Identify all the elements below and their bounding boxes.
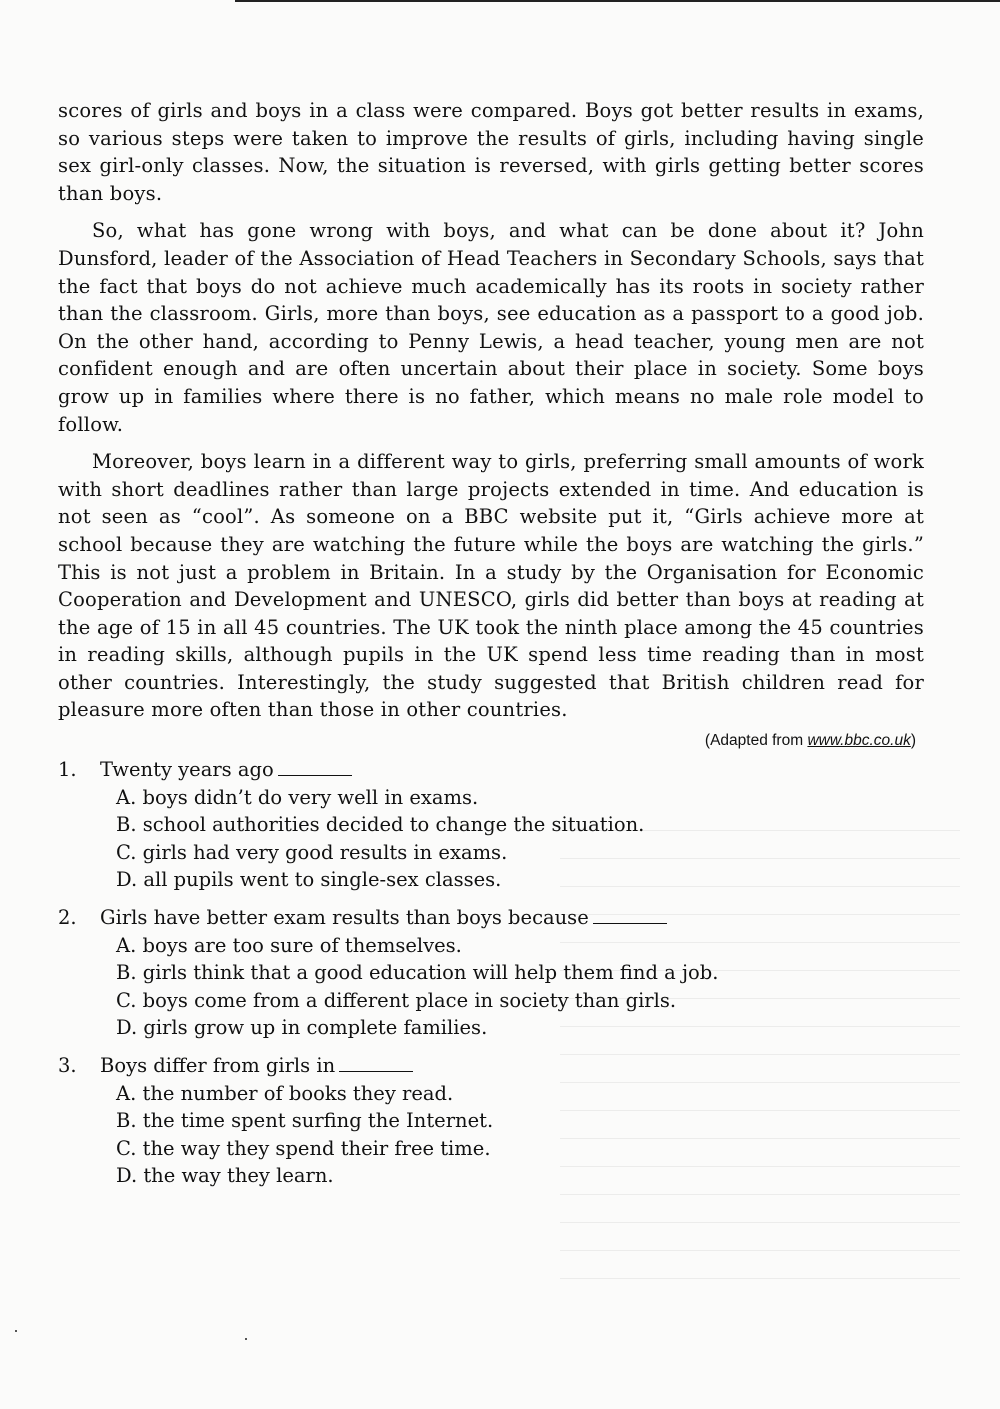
passage-paragraph-1: scores of girls and boys in a class were compared. Boys got better results in exams, so various steps were taken to improve the results of girls, including having single sex girl-only classes. Now, the situation is reversed, with girls getting better scores than boys.: [58, 99, 924, 205]
question-stem: [58, 1052, 924, 1080]
source-suffix: ): [910, 732, 916, 750]
source-prefix: (Adapted from: [704, 732, 808, 750]
answer-blank: [593, 907, 667, 924]
top-rule: [235, 0, 1000, 2]
question-text: Girls have better exam results than boys because: [100, 906, 589, 930]
answer-blank: [339, 1055, 413, 1072]
options-list: [58, 1080, 924, 1190]
passage-paragraph-2: So, what has gone wrong with boys, and what can be done about it? John Dunsford, leader of the Association of Head Teachers in Secondary Schools, says that the fact that boys do not achieve much academically has its roots in society rather than the classroom. Girls, more than boys, see education as a passport to a good job. On the other hand, according to Penny Lewis, a head teacher, young men are not confident enough and are often uncertain about their place in society. Some boys grow up in families where there is no father, which means no male role model to follow.: [58, 219, 924, 436]
option-b: B. school authorities decided to change the situation.: [116, 813, 645, 837]
question-number: 2.: [58, 906, 77, 930]
question-2: [58, 904, 924, 1042]
scan-speck: [245, 1338, 247, 1340]
reading-passage: [58, 97, 924, 752]
option-a: A. boys are too sure of themselves.: [116, 933, 462, 957]
option-d: D. all pupils went to single-sex classes.: [116, 868, 502, 892]
option-c: C. boys come from a different place in society than girls.: [116, 988, 677, 1012]
options-list: [58, 932, 924, 1042]
answer-blank: [278, 759, 352, 776]
options-list: [58, 784, 924, 894]
question-stem: [58, 756, 924, 784]
option-c: C. the way they spend their free time.: [116, 1136, 491, 1160]
option-c: C. girls had very good results in exams.: [116, 840, 508, 864]
passage-paragraph-3: Moreover, boys learn in a different way to girls, preferring small amounts of work with short deadlines rather than large projects extended in time. And education is not seen as “cool”. As someone on a BBC website put it, “Girls achieve more at school because they are watching the future while the boys are watching the girls.” This is not just a problem in Britain. In a study by the Organisation for Economic Cooperation and Development and UNESCO, girls did better than boys at reading at the age of 15 in all 45 countries. The UK took the ninth place among the 45 countries in reading skills, although pupils in the UK spend less time reading than in most other countries. Interestingly, the study suggested that British children read for pleasure more often than those in other countries.: [58, 450, 924, 722]
question-3: [58, 1052, 924, 1190]
option-b: B. the time spent surfing the Internet.: [116, 1109, 494, 1133]
question-number: 3.: [58, 1054, 77, 1077]
question-1: [58, 756, 924, 894]
questions-section: [58, 756, 924, 1190]
source-citation: [58, 730, 916, 752]
option-b: B. girls think that a good education will help them find a job.: [116, 961, 719, 985]
page-content: [58, 97, 924, 1200]
option-d: D. girls grow up in complete families.: [116, 1016, 488, 1040]
question-text: Twenty years ago: [100, 758, 274, 782]
option-a: A. the number of books they read.: [116, 1081, 454, 1105]
source-url: www.bbc.co.uk: [807, 732, 911, 750]
question-text: Boys differ from girls in: [100, 1054, 336, 1077]
question-stem: [58, 904, 924, 932]
question-number: 1.: [58, 758, 77, 782]
option-d: D. the way they learn.: [116, 1164, 334, 1188]
option-a: A. boys didn’t do very well in exams.: [116, 785, 479, 809]
scan-speck: [15, 1330, 17, 1332]
